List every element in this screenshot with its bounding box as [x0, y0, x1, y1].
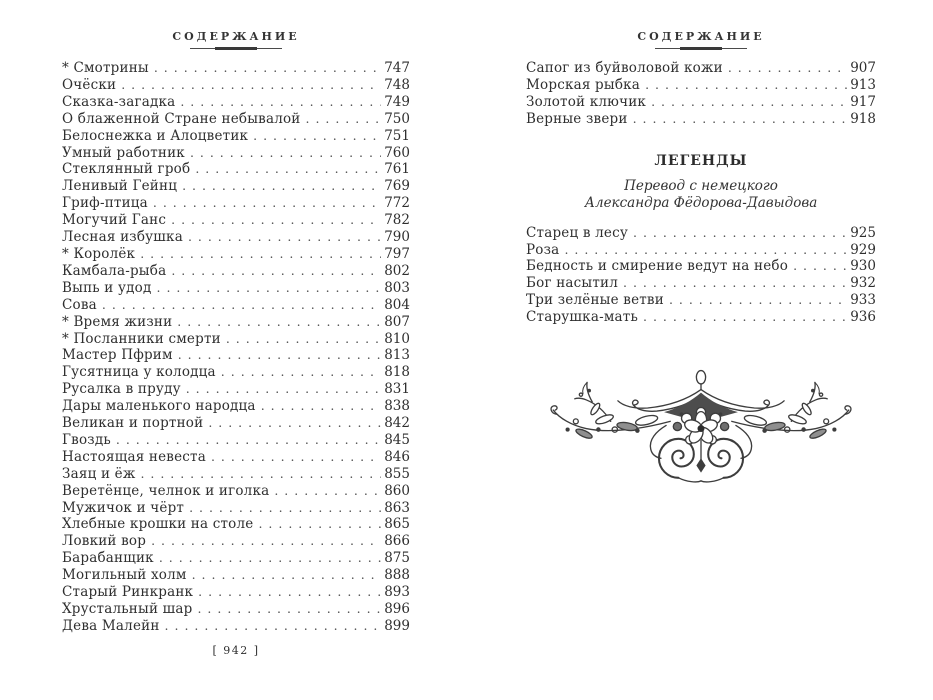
- dot-leader: [195, 161, 381, 178]
- toc-title: Стеклянный гроб: [62, 161, 191, 178]
- toc-page-number: 930: [850, 258, 876, 275]
- dot-leader: [793, 258, 847, 275]
- toc-page-number: 899: [384, 617, 410, 634]
- toc-row: [62, 145, 410, 162]
- toc-row: [62, 331, 410, 348]
- toc-title: Сапог из буйволовой кожи: [526, 60, 723, 76]
- toc-page-number: 842: [384, 415, 410, 432]
- toc-row: [62, 466, 410, 483]
- page-left: [62, 30, 410, 635]
- toc-title: Настоящая невеста: [62, 448, 206, 465]
- toc-title: Русалка в пруду: [62, 381, 181, 398]
- dot-leader: [153, 195, 381, 212]
- toc-page-number: 810: [384, 330, 410, 347]
- toc-title: Старец в лесу: [526, 224, 629, 241]
- toc-title: Сказка-загадка: [62, 93, 176, 110]
- toc-title: Белоснежка и Алоцветик: [62, 127, 249, 144]
- toc-page-number: 932: [850, 275, 876, 292]
- dot-leader: [669, 292, 847, 309]
- toc-page-number: 747: [384, 60, 410, 76]
- dot-leader: [159, 550, 381, 567]
- toc-page-number: 866: [384, 533, 410, 550]
- toc-page-number: 813: [384, 347, 410, 364]
- toc-page-number: 803: [384, 279, 410, 296]
- dot-leader: [226, 331, 381, 348]
- toc-page-number: 896: [384, 601, 410, 617]
- toc-page-number: 790: [384, 229, 410, 246]
- dot-leader: [208, 415, 381, 432]
- toc-title: Сова: [62, 296, 97, 313]
- dot-leader: [643, 309, 847, 326]
- toc-page-number: 750: [384, 110, 410, 127]
- toc-title: Мужичок и чёрт: [62, 499, 185, 516]
- dot-leader: [180, 94, 381, 111]
- toc-page-number: 831: [384, 381, 410, 398]
- toc-page-number: 936: [850, 309, 876, 326]
- dot-leader: [116, 432, 381, 449]
- toc-page-number: 913: [850, 76, 876, 93]
- toc-title: Старый Ринкранк: [62, 584, 194, 601]
- translator-credit-line1: Перевод с немецкого: [624, 177, 778, 194]
- header-rule-left: [190, 48, 282, 49]
- toc-page-number: 748: [384, 76, 410, 93]
- toc-title: Очёски: [62, 76, 117, 93]
- toc-row: [62, 364, 410, 381]
- toc-row: [62, 263, 410, 280]
- page-right: [526, 30, 876, 490]
- toc-page-number: 865: [384, 516, 410, 533]
- dot-leader: [121, 77, 381, 94]
- toc-row: [62, 415, 410, 432]
- toc-header-left: СОДЕРЖАНИЕ: [172, 30, 300, 43]
- toc-title: Могильный холм: [62, 567, 187, 584]
- toc-row: [62, 550, 410, 567]
- toc-page-number: 893: [384, 584, 410, 601]
- dot-leader: [188, 229, 381, 246]
- toc-title: Бог насытил: [526, 275, 619, 292]
- toc-title: Старушка-мать: [526, 309, 638, 326]
- toc-title: Выпь и удод: [62, 279, 152, 296]
- toc-row: [62, 516, 410, 533]
- dot-leader: [186, 381, 381, 398]
- toc-row: [526, 225, 876, 242]
- toc-row: [62, 432, 410, 449]
- toc-page-number: 751: [384, 127, 410, 144]
- toc-row: [526, 111, 876, 128]
- toc-page-number: 863: [384, 499, 410, 516]
- dot-leader: [190, 145, 381, 162]
- toc-row: [62, 94, 410, 111]
- toc-row: [526, 309, 876, 326]
- toc-title: Хлебные крошки на столе: [62, 516, 254, 533]
- dot-leader: [633, 111, 848, 128]
- toc-row: [62, 128, 410, 145]
- translator-credit: [526, 178, 876, 212]
- toc-page-number: 917: [850, 93, 876, 110]
- toc-page-number: 925: [850, 224, 876, 241]
- dot-leader: [258, 516, 381, 533]
- dot-leader: [157, 280, 382, 297]
- toc-row: [62, 178, 410, 195]
- toc-page-number: 797: [384, 245, 410, 262]
- toc-page-number: 802: [384, 262, 410, 279]
- dot-leader: [154, 60, 381, 77]
- toc-page-number: 782: [384, 212, 410, 229]
- toc-row: [62, 60, 410, 77]
- toc-row: [526, 94, 876, 111]
- toc-title: Великан и портной: [62, 415, 204, 432]
- floral-vignette-ornament: [547, 368, 855, 486]
- toc-row: [62, 161, 410, 178]
- dot-leader: [197, 601, 381, 618]
- toc-row: [62, 584, 410, 601]
- dot-leader: [178, 347, 382, 364]
- toc-title: * Смотрины: [62, 60, 149, 76]
- toc-title: * Посланники смерти: [62, 330, 221, 347]
- toc-row: [62, 314, 410, 331]
- toc-page-number: 818: [384, 364, 410, 381]
- dot-leader: [728, 60, 847, 77]
- toc-title: Камбала-рыба: [62, 262, 167, 279]
- dot-leader: [165, 618, 382, 635]
- toc-title: Морская рыбка: [526, 76, 641, 93]
- dot-leader: [623, 275, 847, 292]
- toc-row: [62, 381, 410, 398]
- toc-row: [62, 533, 410, 550]
- toc-row: [62, 111, 410, 128]
- toc-page-number: 804: [384, 296, 410, 313]
- dot-leader: [171, 212, 381, 229]
- toc-page-number: 846: [384, 448, 410, 465]
- dot-leader: [189, 500, 381, 517]
- dot-leader: [177, 314, 381, 331]
- dot-leader: [261, 398, 382, 415]
- toc-title: Умный работник: [62, 144, 185, 161]
- toc-title: Заяц и ёж: [62, 465, 136, 482]
- dot-leader: [171, 263, 381, 280]
- toc-row: [62, 212, 410, 229]
- translator-credit-line2: Александра Фёдорова-Давыдова: [584, 194, 818, 211]
- dot-leader: [651, 94, 847, 111]
- dot-leader: [274, 483, 381, 500]
- toc-title: Ленивый Гейнц: [62, 178, 178, 195]
- toc-page-number: 749: [384, 93, 410, 110]
- toc-row: [62, 347, 410, 364]
- toc-page-number: 933: [850, 292, 876, 309]
- toc-title: Лесная избушка: [62, 229, 183, 246]
- toc-page-number: 769: [384, 178, 410, 195]
- toc-title: Мастер Пфрим: [62, 347, 173, 364]
- toc-title: Дары маленького народца: [62, 398, 256, 415]
- toc-row: [526, 77, 876, 94]
- dot-leader: [633, 225, 847, 242]
- dot-leader: [151, 533, 381, 550]
- toc-page-number: 845: [384, 431, 410, 448]
- toc-row: [526, 275, 876, 292]
- toc-row: [62, 229, 410, 246]
- toc-page-number: 855: [384, 465, 410, 482]
- dot-leader: [182, 178, 381, 195]
- toc-page-number: 929: [850, 241, 876, 258]
- toc-title: Золотой ключик: [526, 93, 647, 110]
- toc-page-number: 860: [384, 482, 410, 499]
- toc-page-number: 888: [384, 567, 410, 584]
- toc-list-right-top: [526, 60, 876, 128]
- dot-leader: [645, 77, 847, 94]
- toc-title: Хрустальный шар: [62, 601, 193, 617]
- dot-leader: [253, 128, 381, 145]
- toc-title: Дева Малейн: [62, 617, 160, 634]
- toc-title: Бедность и смирение ведут на небо: [526, 258, 789, 275]
- legends-section-block: [526, 153, 876, 212]
- toc-title: Гриф-птица: [62, 195, 148, 212]
- toc-title: * Королёк: [62, 245, 136, 262]
- toc-row: [62, 483, 410, 500]
- toc-row: [62, 500, 410, 517]
- dot-leader: [306, 111, 382, 128]
- toc-title: Три зелёные ветви: [526, 292, 664, 309]
- dot-leader: [102, 297, 381, 314]
- toc-title: Ловкий вор: [62, 533, 147, 550]
- toc-list-left: [62, 60, 410, 635]
- toc-title: Гвоздь: [62, 431, 111, 448]
- toc-title: Барабанщик: [62, 550, 154, 567]
- toc-page-number: 760: [384, 144, 410, 161]
- header-rule-right: [655, 48, 747, 49]
- toc-page-number: 807: [384, 313, 410, 330]
- toc-title: О блаженной Стране небывалой: [62, 110, 301, 127]
- toc-row: [62, 297, 410, 314]
- toc-row: [62, 618, 410, 635]
- toc-title: Веретёнце, челнок и иголка: [62, 482, 270, 499]
- dot-leader: [140, 246, 381, 263]
- dot-leader: [140, 466, 381, 483]
- toc-header-right: СОДЕРЖАНИЕ: [637, 30, 765, 43]
- toc-row: [62, 246, 410, 263]
- toc-page-number: 838: [384, 398, 410, 415]
- toc-row: [62, 280, 410, 297]
- page-number-footer: [ 942 ]: [212, 644, 260, 657]
- dot-leader: [198, 584, 381, 601]
- toc-page-number: 875: [384, 550, 410, 567]
- toc-list-right-legends: [526, 225, 876, 326]
- toc-page-number: 907: [850, 60, 876, 76]
- dot-leader: [564, 242, 847, 259]
- toc-row: [526, 292, 876, 309]
- dot-leader: [221, 364, 381, 381]
- toc-title: Верные звери: [526, 110, 628, 127]
- toc-row: [62, 601, 410, 618]
- toc-row: [526, 60, 876, 77]
- toc-title: Роза: [526, 241, 560, 258]
- toc-row: [62, 398, 410, 415]
- toc-row: [62, 195, 410, 212]
- toc-title: Могучий Ганс: [62, 212, 167, 229]
- toc-row: [62, 449, 410, 466]
- toc-row: [62, 567, 410, 584]
- toc-row: [62, 77, 410, 94]
- toc-page-number: 918: [850, 110, 876, 127]
- toc-page-number: 761: [384, 161, 410, 178]
- dot-leader: [192, 567, 382, 584]
- toc-title: * Время жизни: [62, 313, 173, 330]
- toc-title: Гусятница у колодца: [62, 364, 216, 381]
- dot-leader: [211, 449, 381, 466]
- toc-page-number: 772: [384, 195, 410, 212]
- section-title-legends: ЛЕГЕНДЫ: [654, 152, 748, 169]
- ornament-container: [526, 368, 876, 490]
- toc-row: [526, 258, 876, 275]
- toc-row: [526, 242, 876, 259]
